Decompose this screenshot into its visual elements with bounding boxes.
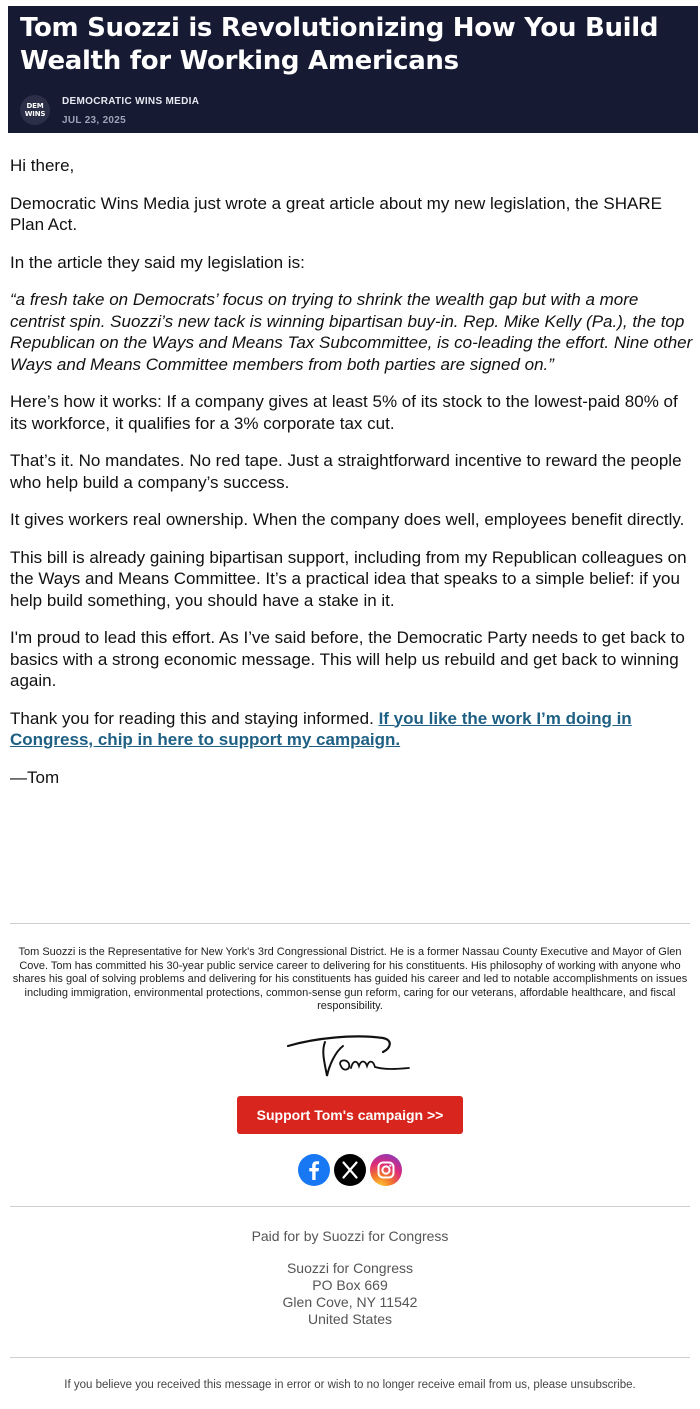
x-icon[interactable] [334,1154,366,1186]
paragraph-7: I'm proud to lead this effort. As I’ve said before, the Democratic Party needs to get back to basics with a strong economic message. This will help us rebuild and get back to winning again. [10,628,685,690]
article-title[interactable]: Tom Suozzi is Revolutionizing How You Build Wealth for Working Americans [20,13,659,76]
paragraph-8 [10,708,694,751]
paragraph-3: Here’s how it works: If a company gives at least 5% of its stock to the lowest-paid 80% of its workforce, it qualifies for a 3% corporate tax cut. [10,392,678,433]
address-country: United States [307,1311,393,1327]
paragraph-2: In the article they said my legislation is: [10,252,305,272]
signoff: —Tom [10,767,60,787]
publication-name: DEMOCRATIC WINS MEDIA [62,96,200,107]
mailing-address [10,1260,690,1328]
footer-divider-2 [10,1206,690,1207]
instagram-icon[interactable] [370,1154,402,1186]
paragraph-4: That’s it. No mandates. No red tape. Just a straightforward incentive to reward the people who help build a company’s success. [10,451,682,492]
paragraph-8-text: Thank you for reading this and staying informed. [10,708,374,728]
bio-text: Tom Suozzi is the Representative for New York's 3rd Congressional District. He is a former Nassau County Executive and Mayor of Glen Cove. Tom has committed his 30-year public service career to delivering for his constituents. His philosophy of working with anyone who shares his goal of solving problems and delivering for his constituents has guided his career and led to notable accomplishments on issues including immigration, environmental protections, common-sense gun reform, caring for our veterans, affordable healthcare, and fiscal responsibility. [12,946,688,1013]
paid-for-disclaimer: Paid for by Suozzi for Congress [251,1228,449,1244]
logo-text-line2: WINS [24,110,46,118]
facebook-icon[interactable] [298,1154,330,1186]
unsubscribe-notice[interactable]: If you believe you received this message in error or wish to no longer receive email from us, please unsubscribe. [64,1379,636,1391]
signature-image [285,1032,415,1082]
article-quote: “a fresh take on Democrats’ focus on trying to shrink the wealth gap but with a more centrist spin. Suozzi’s new tack is winning bipartisan buy-in. Rep. Mike Kelly (Pa.), the top Republican on the Ways and Means Tax Subcommittee, is co-leading the effort. Nine other Ways and Means Committee members from both parties are signed on.” [10,290,693,374]
address-line2: Glen Cove, NY 11542 [282,1294,418,1310]
address-line1: PO Box 669 [312,1277,388,1293]
paragraph-6: This bill is already gaining bipartisan support, including from my Republican colleagues on the Ways and Means Committee. It’s a practical idea that speaks to a simple belief: if you help build something, you should have a stake in it. [10,547,687,610]
support-campaign-button[interactable]: Support Tom's campaign >> [237,1096,463,1134]
footer-divider [10,923,690,924]
email-body [10,155,694,804]
greeting: Hi there, [10,156,75,175]
paragraph-1: Democratic Wins Media just wrote a great article about my new legislation, the SHARE Plan Act. [10,193,662,234]
article-header-banner[interactable] [8,6,698,133]
paragraph-5: It gives workers real ownership. When the company does well, employees benefit directly. [10,510,685,529]
footer-divider-3 [10,1357,690,1358]
address-name: Suozzi for Congress [286,1260,414,1276]
dem-wins-logo [20,95,50,125]
donate-link[interactable]: If you like the work I’m doing in Congress, chip in here to support my campaign. [10,708,632,749]
logo-text-line1: DEM [26,102,44,110]
publication-date: JUL 23, 2025 [62,115,127,126]
